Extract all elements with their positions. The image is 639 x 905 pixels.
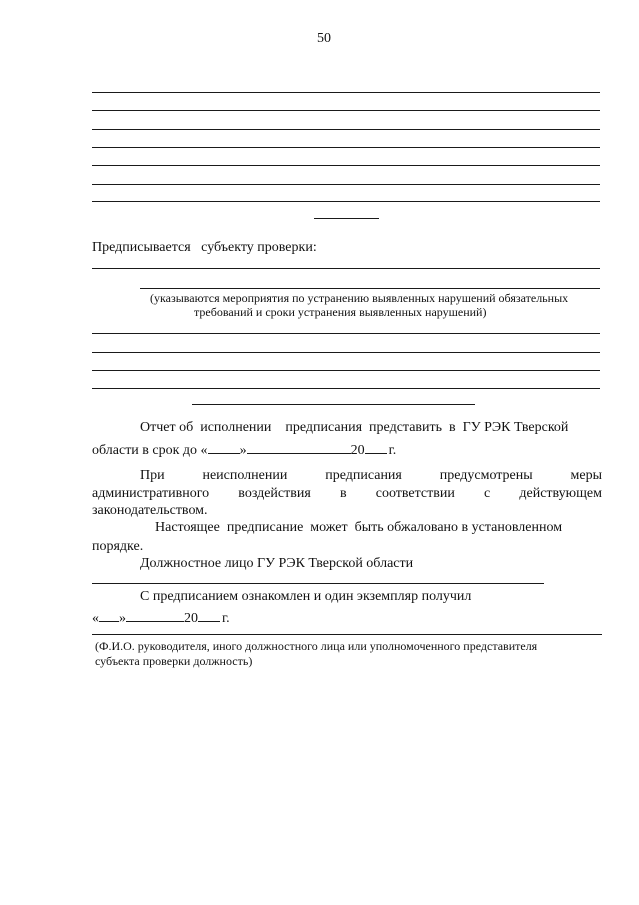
acquainted-date-line <box>92 608 230 627</box>
acquainted-line: С предписанием ознакомлен и один экземпляр получил <box>140 589 472 604</box>
blank-line <box>192 404 475 405</box>
month-blank <box>126 608 184 622</box>
blank-line <box>92 184 600 185</box>
report-deadline-text: области в срок до « <box>92 443 208 458</box>
blank-line <box>92 201 600 202</box>
quote-close: » <box>119 611 126 626</box>
fio-note: субъекта проверки должность) <box>95 654 253 668</box>
blank-line <box>92 110 600 111</box>
noncompliance-line: законодательством. <box>92 503 208 518</box>
year-prefix: 20 <box>350 443 365 458</box>
prescribed-label: Предписывается субъекту проверки: <box>92 240 317 255</box>
blank-line <box>140 288 600 289</box>
signature-line <box>92 634 602 635</box>
prescribed-note: требований и сроки устранения выявленных нарушений) <box>194 305 487 319</box>
blank-line <box>92 388 600 389</box>
page-number: 50 <box>317 31 331 46</box>
prescribed-note: (указываются мероприятия по устранению выявленных нарушений обязательных <box>150 291 569 305</box>
blank-line <box>92 268 600 269</box>
quote-close: » <box>239 443 247 458</box>
blank-line <box>92 92 600 93</box>
signature-line <box>92 583 544 584</box>
month-blank <box>247 440 351 454</box>
blank-line <box>92 352 600 353</box>
report-deadline-line <box>92 440 396 459</box>
year-suffix: г. <box>388 443 397 458</box>
blank-line <box>92 165 600 166</box>
fio-note: (Ф.И.О. руководителя, иного должностного лица или уполномоченного представителя <box>95 639 538 653</box>
quote-open: « <box>92 611 99 626</box>
official-label: Должностное лицо ГУ РЭК Тверской области <box>140 556 414 571</box>
day-blank <box>208 440 240 454</box>
separator-short <box>314 218 379 219</box>
blank-line <box>92 129 600 130</box>
noncompliance-line: При неисполнении предписания предусмотрены меры <box>140 468 602 483</box>
year-suffix: г. <box>222 611 230 626</box>
report-line: Отчет об исполнении предписания представить в ГУ РЭК Тверской <box>140 420 569 435</box>
blank-line <box>92 333 600 334</box>
blank-line <box>92 370 600 371</box>
year-blank <box>198 608 220 622</box>
year-prefix: 20 <box>184 611 198 626</box>
noncompliance-line: административного воздействия в соответствии с действующем <box>92 486 602 501</box>
year-blank <box>365 440 387 454</box>
appeal-line: Настоящее предписание может быть обжаловано в установленном <box>155 520 563 535</box>
blank-line <box>92 147 600 148</box>
day-blank <box>99 608 119 622</box>
appeal-line: порядке. <box>92 539 144 554</box>
